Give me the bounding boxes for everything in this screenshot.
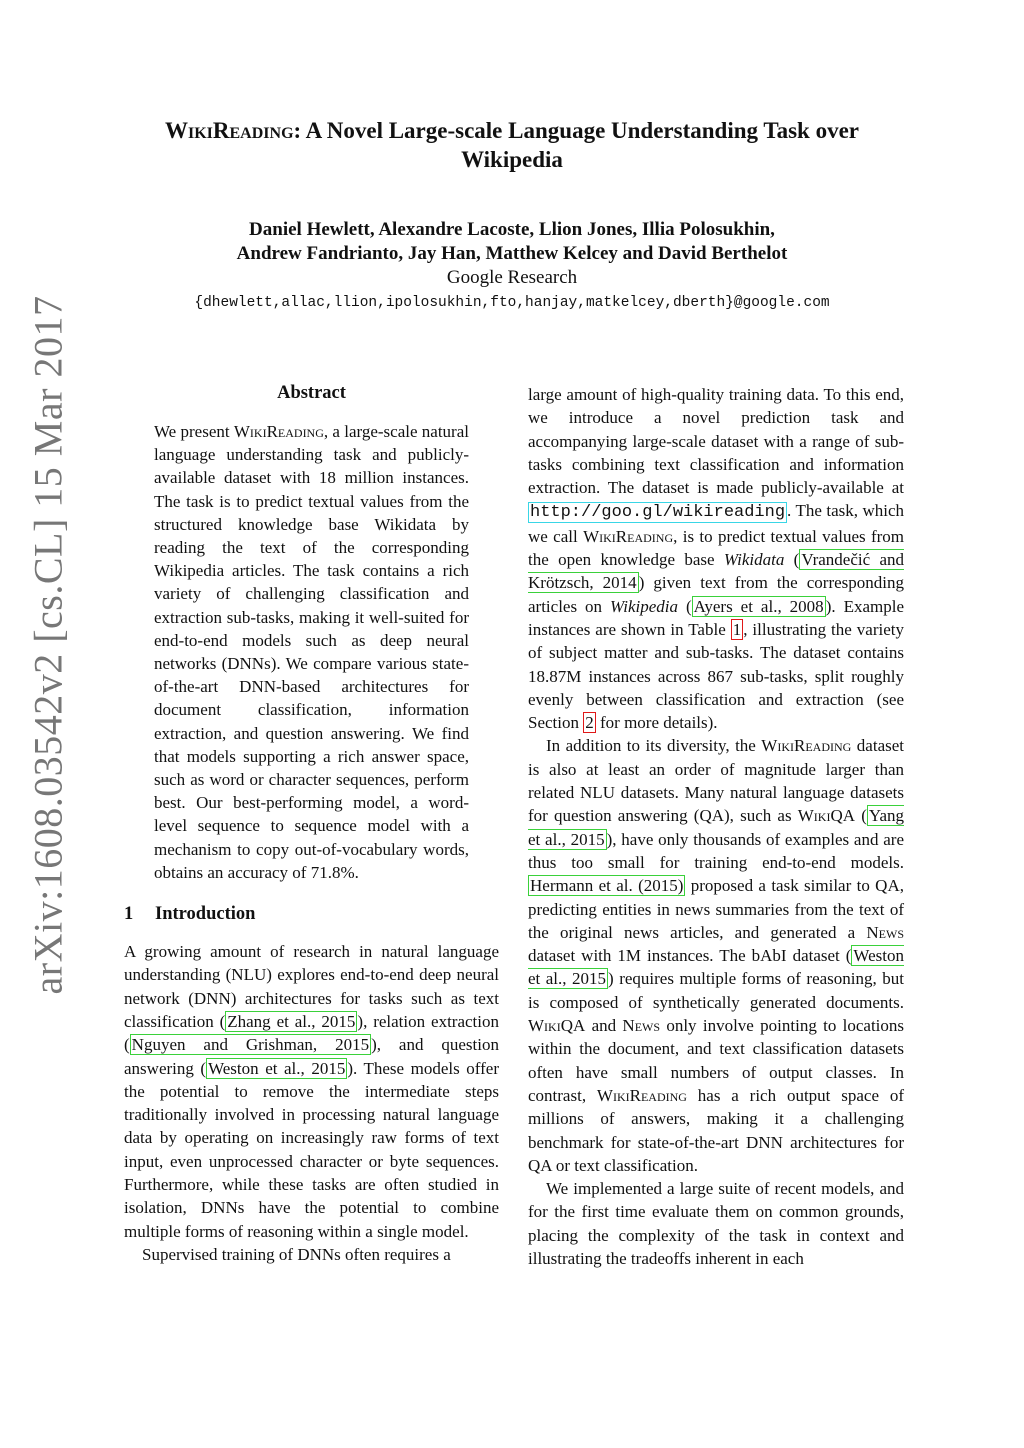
title-rest: : A Novel Large-scale Language Understanding Task over bbox=[293, 118, 859, 143]
paper-header bbox=[100, 116, 924, 314]
citation-link-weston[interactable]: Weston et al., 2015 bbox=[208, 1058, 346, 1078]
affiliation: Google Research bbox=[446, 267, 578, 288]
dataset-name: WikiReading bbox=[761, 736, 852, 756]
intro-paragraph-4: We implemented a large suite of recent models, and for the first time evaluate them on common grounds, placing the complexity of the task in context and illustrating the tradeoffs inherent in each bbox=[528, 1179, 904, 1268]
section-heading-introduction bbox=[124, 901, 499, 927]
dataset-name: WikiReading bbox=[583, 526, 674, 546]
intro-paragraph-2-continued: large amount of high-quality training data. To this end, we introduce a novel prediction task and accompanying large-scale dataset with a range of sub-tasks combining text classification and information extraction. The dataset is made publicly-available at http://goo.gl/wikireading . The task, which we call WikiReading, is to predict textual values from the open knowledge base Wikidata ( Vrandečić and Krötzsch, 2014 ) given text from the corresponding articles on Wikipedia ( Ayers et al., 2008 ). Example instances are shown in Table 1 , illustrating the variety of subject matter and sub-tasks. The dataset contains 18.87M instances across 867 sub-tasks, split roughly evenly between classification and extraction (see Section 2 for more details). bbox=[528, 385, 905, 733]
title-dataset-name: WikiReading bbox=[165, 118, 294, 143]
arxiv-identifier-stamp bbox=[18, 230, 78, 1060]
abstract-text: We present WikiReading, a large-scale natural language understanding task and publicly-available dataset with 18 million instances. The task is to predict textual values from the structured knowledge base Wikidata by reading the text of the corresponding Wikipedia articles. The task contains a rich variety of challenging classification and extraction sub-tasks, making it well-suited for end-to-end models such as deep neural networks (DNNs). We compare various state-of-the-art DNN-based architectures for document classification, information extraction, and question answering. We find that models supporting a rich answer space, such as word or character sequences, perform best. Our best-performing model, a word-level sequence to sequence model with a mechanism to copy out-of-vocabulary words, obtains an accuracy of 71.8%. bbox=[154, 422, 469, 882]
right-column bbox=[528, 383, 904, 1270]
dataset-name: WikiReading bbox=[596, 1085, 687, 1105]
author-line-2: Andrew Fandrianto, Jay Han, Matthew Kelcey and David Berthelot bbox=[236, 243, 788, 264]
citation-link-vrandecic[interactable]: Vrandečić and Krötzsch, 2014 bbox=[528, 550, 904, 593]
citation-link-yang[interactable]: Yang et al., 2015 bbox=[528, 806, 904, 849]
dataset-url-link[interactable]: http://goo.gl/wikireading bbox=[530, 503, 786, 523]
paper-title bbox=[100, 116, 924, 174]
citation-link-nguyen[interactable]: Nguyen and Grishman, 2015 bbox=[131, 1035, 370, 1055]
abstract-heading: Abstract bbox=[277, 383, 346, 403]
author-line-1: Daniel Hewlett, Alexandre Lacoste, Llion Jones, Illia Polosukhin, bbox=[249, 219, 775, 240]
title-line-2: Wikipedia bbox=[461, 147, 563, 172]
author-block bbox=[100, 218, 924, 314]
intro-paragraph-1: A growing amount of research in natural language understanding (NLU) explores end-to-end deep neural network (DNN) architectures for tasks such as text classification ( Zhang et al., 2015 ), relation extraction ( Nguyen and Grishman, 2015 ), and question answering ( Weston et al., 2015 ). These models offer the potential to remove the intermediate steps traditionally involved in processing natural language data by operating on increasingly raw forms of text input, even unprocessed character or byte sequences. Furthermore, while these tasks are often studied in isolation, DNNs have the potential to combine multiple forms of reasoning within a single model. bbox=[124, 942, 499, 1241]
citation-link-zhang[interactable]: Zhang et al., 2015 bbox=[227, 1011, 356, 1031]
section-number: 1 bbox=[124, 904, 134, 925]
table-ref-link[interactable]: 1 bbox=[732, 619, 742, 639]
intro-paragraph-3: In addition to its diversity, the WikiReading dataset is also at least an order of magnitude larger than related NLU datasets. Many natural language datasets for question answering (QA), such as WikiQA ( Yang et al., 2015 ), have only thousands of examples and are thus too small for training end-to-end models. Hermann et al. (2015) proposed a task similar to QA, predicting entities in news summaries from the text of the original news articles, and generated a News dataset with 1M instances. The bAbI dataset ( Weston et al., 2015 ) requires multiple forms of reasoning, but is composed of synthetically generated documents. WikiQA and News only involve pointing to locations within the document, and text classification datasets often have small numbers of output classes. In contrast, WikiReading has a rich output space of millions of answers, making it a challenging benchmark for state-of-the-art DNN architectures for QA or text classification. bbox=[528, 736, 905, 1175]
arxiv-identifier-text: arXiv:1608.03542v2 [cs.CL] 15 Mar 2017 bbox=[25, 295, 71, 995]
citation-link-ayers[interactable]: Ayers et al., 2008 bbox=[693, 596, 824, 616]
section-ref-link[interactable]: 2 bbox=[585, 713, 594, 733]
author-emails: {dhewlett,allac,llion,ipolosukhin,fto,hanjay,matkelcey,dberth}@google.com bbox=[194, 295, 830, 311]
dataset-name: WikiReading bbox=[233, 422, 324, 441]
citation-link-hermann[interactable]: Hermann et al. (2015) bbox=[530, 876, 684, 896]
citation-link-weston-babi[interactable]: Weston et al., 2015 bbox=[528, 946, 904, 989]
intro-paragraph-2-start: Supervised training of DNNs often requires a bbox=[142, 1244, 451, 1264]
section-title: Introduction bbox=[155, 904, 256, 925]
left-column bbox=[124, 380, 499, 1266]
